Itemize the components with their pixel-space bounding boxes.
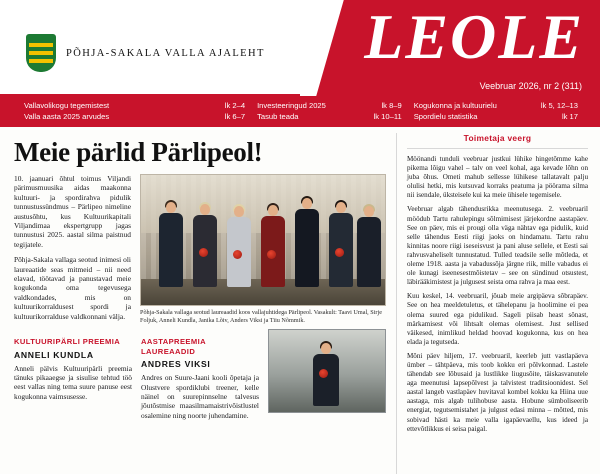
award-column-2 bbox=[141, 329, 259, 426]
index-bar bbox=[0, 96, 600, 127]
award-photo bbox=[268, 329, 386, 413]
award-laureate-name-1: ANNELI KUNDLA bbox=[14, 349, 94, 360]
editorial-paragraph-3: Kuu keskel, 14. veebruaril, jõuab meie argipäeva sõbrapäev. See on hea meeldetuletus, et tähelepanu ja hoolimine ei pea olema suured ega pidulikud. Sageli piisab heast sõnast, märkamisest või lihtsalt olemas olemisest. Just sellised väikesed, inimlikud heldad hoovad kogukonna, kus on hea elada ja tegutseda. bbox=[407, 292, 588, 346]
award-column-1 bbox=[14, 329, 132, 426]
photo-caption: Põhja-Sakala vallaga seotud laureaadid koos vallajuhtidega Pärlipeol. Vasakult: Taavi Umal, Sirje Foljuk, Anneli Kundla, Janika Lõiv, Anders Viksi ja Tiiu Nõmmik. bbox=[140, 309, 382, 324]
editorial-paragraph-1: Möönandi tunduli veebruar justkui lühike hingetõmme kahe pikema lõigu vahel – talv on veel kohal, aga kevade lõhn on juba õhus. Ometi mahub sellesse lühikese tallatavalt palju olulisi hetki, mis kutsuvad korraks peatuma ja pöörama silma nii isendale, üksteisele kui ka meie ühisele tegemisele. bbox=[407, 155, 588, 200]
editorial-paragraph-2: Veebruar algab tähendusrikka meenutusega. 2. veebruaril möödub Tartu rahulepingu sõlmimisest järjekordne aastapäev. See on päev, mis ei prougi olla väga nähtav ega pidulik, kuid selle tähendus Eesti riigi jaoks on hindamatu. Tartu rahu kinnitas noore riigi iseseisvust ja pani aluse sellele, et Eesti sai rahvusvaheliselt tunnustatud. Tulled teadsile selle mõtleda, et oleme 1918. aasta ja vabadussõja järgne riik, mille vabadus ei ole kunagi iseenesestmõistetav – see on sündinud otsustest, läbirääkimistest ja julgusest seista oma rahva ja maa eest. bbox=[407, 205, 588, 287]
award-text-2: Andres on Suure-Jaani kooli õpetaja ja Olustvere spordiklubi treener, kelle näinel on suurepinnselne talvesus jõutõstmise maasilmamaistrivõistlustel osalemine ning noorte juhendamine. bbox=[141, 373, 259, 420]
index-page: lk 5, 12–13 bbox=[540, 101, 578, 110]
masthead bbox=[0, 0, 600, 96]
index-column-1 bbox=[24, 100, 257, 122]
index-row[interactable] bbox=[257, 111, 414, 122]
index-row[interactable] bbox=[24, 111, 257, 122]
page-body bbox=[0, 127, 600, 474]
index-page: lk 10–11 bbox=[373, 112, 402, 121]
masthead-subtitle: PÕHJA-SAKALA VALLA AJALEHT bbox=[66, 47, 265, 59]
index-label: Kogukonna ja kultuurielu bbox=[413, 101, 497, 110]
editorial-paragraph-4: Mõni päev hiljem, 17. veebruaril, keerleb jutt vastlapäeva ümber – tähtpäeva, mis toob kokku eri põlvkonnad. Lastele tähendab see lõbusaid ja lustlikke liugusõite, täiskasvanutele aga meenutusi lapsepõlvest ja talvistest traditsioonidest. Sel aastal langeb vastlapäev huvitaval kombel kokku ka Hiina uue aastaga, mis algab tulihobuse aasta. Hobune sümboliseerib energiat, tegutsemistahet ja julgust edasi minna – mõtted, mis sobivad hästi ka meie valla igapäevaellu, kus ideed ja ettevõtlikkus ei seisa paigal. bbox=[407, 351, 588, 433]
article-top-row bbox=[14, 174, 386, 327]
index-label: Valla aasta 2025 arvudes bbox=[24, 112, 110, 121]
main-photo bbox=[140, 174, 386, 306]
article-lead: 10. jaanuari õhtul toimus Viljandi pärimusmuusika aidas maakonna kultuuri- ja spordirahva pidulik tunnustussündmus – Pärlipeo nimeline austusõhtu, kus Kultuurikapitali Viljandimaa ekspertgrupp jagas tunnustusi 2025. aastal silma paistnud tegijatele. bbox=[14, 174, 131, 249]
coat-of-arms-icon bbox=[26, 34, 56, 72]
index-label: Investeeringud 2025 bbox=[257, 101, 326, 110]
index-page: lk 8–9 bbox=[381, 101, 402, 110]
photo-column bbox=[140, 174, 386, 327]
index-page: lk 6–7 bbox=[224, 112, 246, 121]
main-article-column bbox=[14, 133, 396, 474]
index-column-2 bbox=[257, 100, 414, 122]
masthead-banner bbox=[300, 0, 600, 96]
index-label: Vallavolikogu tegemistest bbox=[24, 101, 110, 110]
index-column-3 bbox=[414, 100, 590, 122]
page-title: Meie pärlid Pärlipeol! bbox=[14, 137, 263, 167]
index-label: Tasub teada bbox=[257, 112, 299, 121]
editorial-title: Toimetaja veerg bbox=[407, 133, 588, 149]
section-heading-kulturipaarl: KULTUURIPÄRLI PREEMIA bbox=[14, 337, 121, 347]
index-row[interactable] bbox=[414, 100, 590, 111]
index-row[interactable] bbox=[24, 100, 257, 111]
index-page: lk 2–4 bbox=[224, 101, 246, 110]
award-column-3 bbox=[268, 329, 386, 426]
index-row[interactable] bbox=[414, 111, 590, 122]
masthead-left bbox=[0, 0, 300, 72]
lead-column bbox=[14, 174, 131, 327]
award-text-1: Anneli pälvis Kultuuripärli preemia tänuks pikaaegse ja sisulise tehtud töö eest vallas ning tema suure panuse eest kogukonna vaimsusesse. bbox=[14, 363, 132, 401]
editorial-column bbox=[396, 133, 588, 474]
section-heading-aastapreemia: AASTAPREEMIA LAUREAADID bbox=[141, 337, 206, 356]
index-label: Spordielu statistika bbox=[413, 112, 478, 121]
index-page: lk 17 bbox=[561, 112, 578, 121]
awards-row bbox=[14, 329, 386, 426]
masthead-title: LEOLE bbox=[364, 1, 584, 72]
issue-info: Veebruar 2026, nr 2 (311) bbox=[479, 81, 582, 91]
award-laureate-name-2: ANDRES VIKSI bbox=[141, 359, 211, 370]
index-row[interactable] bbox=[257, 100, 414, 111]
article-lead-2: Põhja-Sakala vallaga seotud inimesi oli laureaatide seas mitmeid – nii need elavad, töötavad ja panustavad meie kogukonda oma tegevusega valdkondades, mis on kultuurikorraldusest spordi ja kultuurikorralduse valdkonnani välja. bbox=[14, 255, 131, 321]
